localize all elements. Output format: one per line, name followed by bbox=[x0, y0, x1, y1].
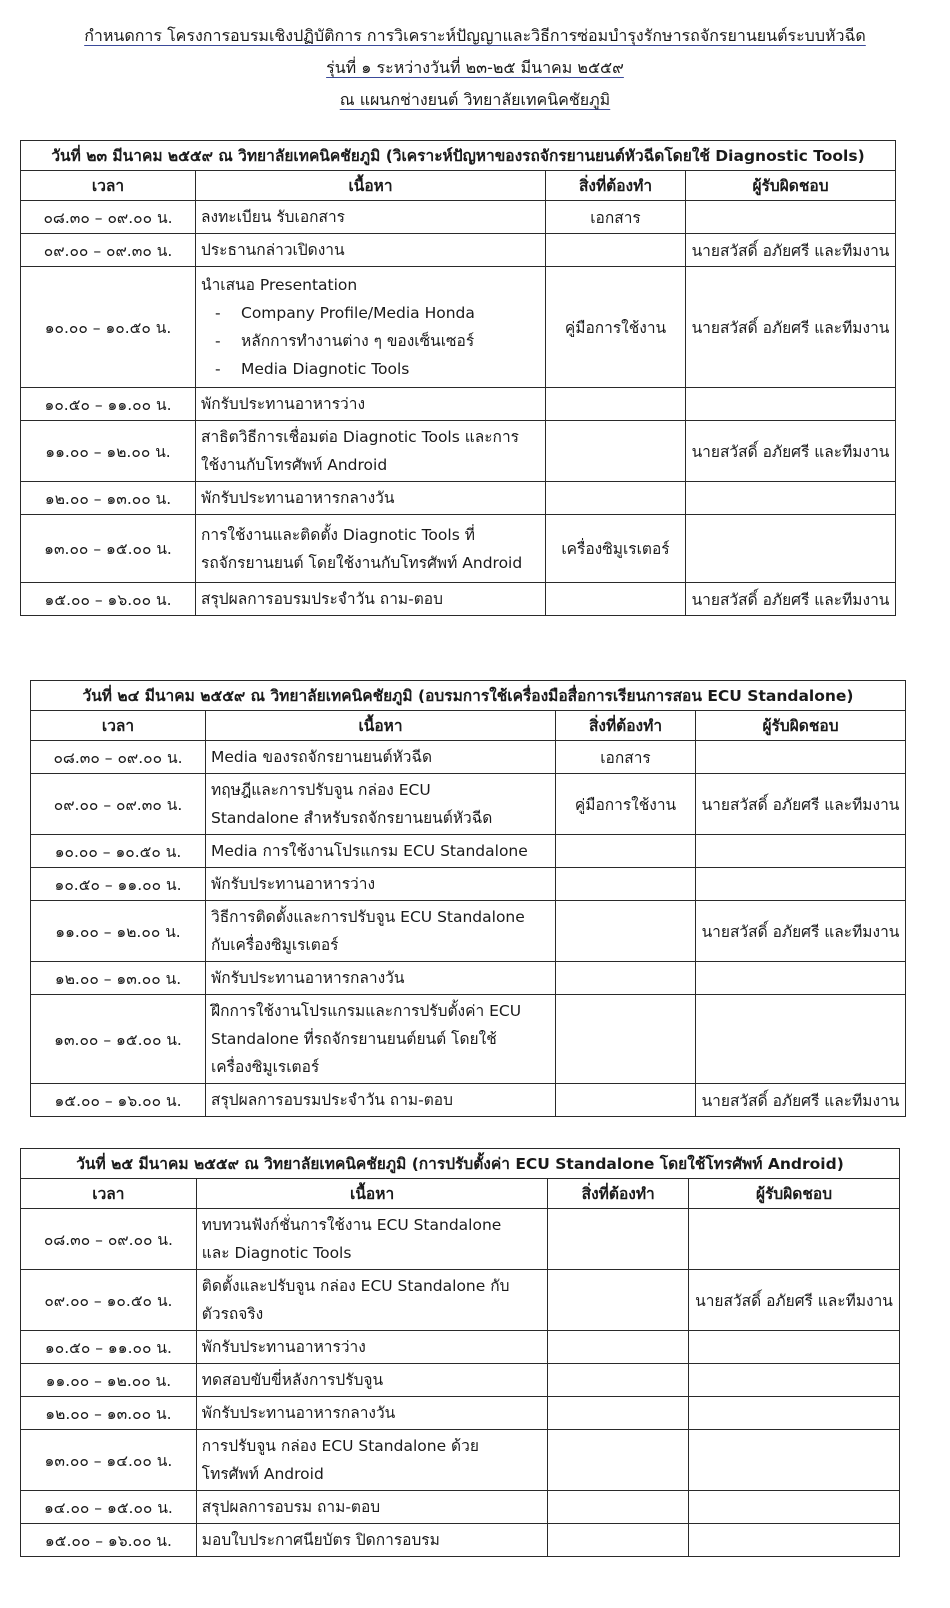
content-line: กับเครื่องซิมูเรเตอร์ bbox=[211, 936, 339, 954]
content-line: ทฤษฎีและการปรับจูน กล่อง ECU bbox=[211, 781, 431, 799]
content-subitem bbox=[201, 355, 540, 383]
time-cell: ๑๕.๐๐ – ๑๖.๐๐ น. bbox=[21, 1524, 197, 1557]
responsible-cell bbox=[696, 835, 906, 868]
content-line: สรุปผลการอบรมประจำวัน ถาม-ตอบ bbox=[201, 590, 443, 608]
content-line: ทดสอบขับขี่หลังการปรับจูน bbox=[201, 1371, 384, 1389]
column-header-content: เนื้อหา bbox=[206, 711, 556, 741]
time-cell: ๑๕.๐๐ – ๑๖.๐๐ น. bbox=[31, 1084, 206, 1117]
responsible-cell: นายสวัสดิ์ อภัยศรี และทีมงาน bbox=[696, 1084, 906, 1117]
content-cell bbox=[196, 583, 546, 616]
content-cell bbox=[196, 267, 546, 388]
schedule-table-day-2 bbox=[30, 680, 906, 1117]
time-cell: ๑๒.๐๐ – ๑๓.๐๐ น. bbox=[31, 962, 206, 995]
content-line: มอบใบประกาศนียบัตร ปิดการอบรม bbox=[201, 1531, 440, 1549]
header-line-3: ณ แผนกช่างยนต์ วิทยาลัยเทคนิคชัยภูมิ bbox=[339, 90, 611, 109]
time-cell: ๑๔.๐๐ – ๑๕.๐๐ น. bbox=[21, 1491, 197, 1524]
content-line: การใช้งานและติดตั้ง Diagnotic Tools ที่ bbox=[201, 525, 475, 544]
content-line: ตัวรถจริง bbox=[201, 1305, 264, 1323]
content-cell bbox=[196, 515, 546, 583]
content-line: ทบทวนฟังก์ชั่นการใช้งาน ECU Standalone bbox=[201, 1216, 502, 1234]
responsible-cell: นายสวัสดิ์ อภัยศรี และทีมงาน bbox=[686, 421, 896, 482]
responsible-cell bbox=[696, 962, 906, 995]
table-row bbox=[31, 741, 906, 774]
content-cell bbox=[196, 482, 546, 515]
content-cell bbox=[196, 1524, 548, 1557]
time-cell: ๐๘.๓๐ – ๐๙.๐๐ น. bbox=[21, 1209, 197, 1270]
subitem-text: Company Profile/Media Honda bbox=[241, 304, 475, 322]
time-cell: ๑๐.๕๐ – ๑๑.๐๐ น. bbox=[31, 868, 206, 901]
todo-cell: เครื่องซิมูเรเตอร์ bbox=[546, 515, 686, 583]
content-cell bbox=[206, 741, 556, 774]
todo-cell bbox=[548, 1524, 689, 1557]
content-line: การปรับจูน กล่อง ECU Standalone ด้วย bbox=[201, 1437, 479, 1455]
schedule-table-day-1 bbox=[20, 140, 896, 616]
time-cell: ๑๑.๐๐ – ๑๒.๐๐ น. bbox=[31, 901, 206, 962]
content-line: พักรับประทานอาหารกลางวัน bbox=[201, 489, 395, 507]
todo-cell bbox=[546, 583, 686, 616]
column-header-time: เวลา bbox=[21, 1179, 197, 1209]
content-cell bbox=[196, 388, 546, 421]
subitem-text: หลักการทำงานต่าง ๆ ของเซ็นเซอร์ bbox=[241, 332, 475, 350]
table-row bbox=[31, 962, 906, 995]
content-subitem bbox=[201, 299, 540, 327]
todo-cell bbox=[546, 234, 686, 267]
content-line: นำเสนอ Presentation bbox=[201, 276, 358, 294]
content-line: พักรับประทานอาหารว่าง bbox=[211, 875, 376, 893]
todo-cell bbox=[548, 1270, 689, 1331]
content-line: สรุปผลการอบรม ถาม-ตอบ bbox=[201, 1498, 381, 1516]
responsible-cell bbox=[696, 995, 906, 1084]
bullet-dash: - bbox=[215, 332, 221, 350]
content-line: Standalone ที่รถจักรยานยนต์ยนต์ โดยใช้ bbox=[211, 1030, 497, 1048]
responsible-cell bbox=[689, 1209, 900, 1270]
table-row bbox=[21, 1209, 900, 1270]
table-row bbox=[21, 583, 896, 616]
column-header-todo: สิ่งที่ต้องทำ bbox=[548, 1179, 689, 1209]
table-row bbox=[31, 868, 906, 901]
content-line: พักรับประทานอาหารว่าง bbox=[201, 1338, 366, 1356]
content-line: พักรับประทานอาหารกลางวัน bbox=[211, 969, 405, 987]
content-line: ลงทะเบียน รับเอกสาร bbox=[201, 208, 345, 226]
content-cell bbox=[206, 835, 556, 868]
content-cell bbox=[196, 1364, 548, 1397]
responsible-cell: นายสวัสดิ์ อภัยศรี และทีมงาน bbox=[686, 234, 896, 267]
responsible-cell: นายสวัสดิ์ อภัยศรี และทีมงาน bbox=[696, 774, 906, 835]
content-cell bbox=[206, 868, 556, 901]
content-cell bbox=[196, 1491, 548, 1524]
responsible-cell: นายสวัสดิ์ อภัยศรี และทีมงาน bbox=[686, 267, 896, 388]
time-cell: ๐๙.๐๐ – ๑๐.๕๐ น. bbox=[21, 1270, 197, 1331]
time-cell: ๐๘.๓๐ – ๐๙.๐๐ น. bbox=[31, 741, 206, 774]
time-cell: ๑๒.๐๐ – ๑๓.๐๐ น. bbox=[21, 1397, 197, 1430]
content-cell bbox=[206, 774, 556, 835]
responsible-cell bbox=[689, 1364, 900, 1397]
content-line: ฝึกการใช้งานโปรแกรมและการปรับตั้งค่า ECU bbox=[211, 1002, 522, 1020]
day-title: วันที่ ๒๕ มีนาคม ๒๕๕๙ ณ วิทยาลัยเทคนิคชัยภูมิ (การปรับตั้งค่า ECU Standalone โดยใช้โทรศัพท์ Android) bbox=[21, 1149, 900, 1179]
content-line: รถจักรยานยนต์ โดยใช้งานกับโทรศัพท์ Android bbox=[201, 553, 523, 572]
content-cell bbox=[206, 1084, 556, 1117]
todo-cell bbox=[556, 1084, 696, 1117]
content-line: วิธีการติดตั้งและการปรับจูน ECU Standalone bbox=[211, 908, 525, 926]
responsible-cell bbox=[686, 201, 896, 234]
time-cell: ๑๑.๐๐ – ๑๒.๐๐ น. bbox=[21, 1364, 197, 1397]
column-header-todo: สิ่งที่ต้องทำ bbox=[556, 711, 696, 741]
time-cell: ๑๕.๐๐ – ๑๖.๐๐ น. bbox=[21, 583, 196, 616]
content-line: เครื่องซิมูเรเตอร์ bbox=[211, 1058, 320, 1076]
todo-cell bbox=[548, 1209, 689, 1270]
table-row bbox=[31, 774, 906, 835]
table-row bbox=[21, 482, 896, 515]
time-cell: ๑๑.๐๐ – ๑๒.๐๐ น. bbox=[21, 421, 196, 482]
table-row bbox=[21, 1397, 900, 1430]
content-line: Media การใช้งานโปรแกรม ECU Standalone bbox=[211, 842, 528, 860]
time-cell: ๑๐.๕๐ – ๑๑.๐๐ น. bbox=[21, 1331, 197, 1364]
bullet-dash: - bbox=[215, 360, 221, 378]
responsible-cell bbox=[686, 515, 896, 583]
content-cell bbox=[206, 962, 556, 995]
todo-cell bbox=[556, 868, 696, 901]
content-line: ใช้งานกับโทรศัพท์ Android bbox=[201, 456, 388, 474]
content-cell bbox=[196, 1331, 548, 1364]
column-header-content: เนื้อหา bbox=[196, 171, 546, 201]
table-row bbox=[31, 995, 906, 1084]
todo-cell: เอกสาร bbox=[556, 741, 696, 774]
table-row bbox=[21, 267, 896, 388]
table-row bbox=[21, 388, 896, 421]
table-row bbox=[31, 835, 906, 868]
time-cell: ๐๙.๐๐ – ๐๙.๓๐ น. bbox=[31, 774, 206, 835]
time-cell: ๐๙.๐๐ – ๐๙.๓๐ น. bbox=[21, 234, 196, 267]
header-line-2: รุ่นที่ ๑ ระหว่างวันที่ ๒๓-๒๕ มีนาคม ๒๕๕๙ bbox=[326, 58, 624, 77]
responsible-cell bbox=[696, 741, 906, 774]
todo-cell: คู่มือการใช้งาน bbox=[546, 267, 686, 388]
content-line: สาธิตวิธีการเชื่อมต่อ Diagnotic Tools และการ bbox=[201, 428, 519, 446]
responsible-cell: นายสวัสดิ์ อภัยศรี และทีมงาน bbox=[689, 1270, 900, 1331]
content-line: โทรศัพท์ Android bbox=[201, 1465, 324, 1483]
table-row bbox=[21, 421, 896, 482]
content-subitem bbox=[201, 327, 540, 355]
subitem-text: Media Diagnotic Tools bbox=[241, 360, 410, 378]
content-cell bbox=[196, 1430, 548, 1491]
todo-cell bbox=[546, 482, 686, 515]
content-cell bbox=[206, 901, 556, 962]
table-row bbox=[21, 515, 896, 583]
column-header-time: เวลา bbox=[31, 711, 206, 741]
todo-cell bbox=[556, 901, 696, 962]
responsible-cell bbox=[689, 1397, 900, 1430]
content-cell bbox=[196, 1270, 548, 1331]
responsible-cell bbox=[696, 868, 906, 901]
responsible-cell: นายสวัสดิ์ อภัยศรี และทีมงาน bbox=[686, 583, 896, 616]
time-cell: ๑๓.๐๐ – ๑๔.๐๐ น. bbox=[21, 1430, 197, 1491]
table-row bbox=[31, 901, 906, 962]
day-title: วันที่ ๒๔ มีนาคม ๒๕๕๙ ณ วิทยาลัยเทคนิคชัยภูมิ (อบรมการใช้เครื่องมือสื่อการเรียนการสอน ECU Standalone) bbox=[31, 681, 906, 711]
time-cell: ๑๐.๐๐ – ๑๐.๕๐ น. bbox=[31, 835, 206, 868]
table-row bbox=[21, 1364, 900, 1397]
content-line: และ Diagnotic Tools bbox=[201, 1244, 352, 1262]
time-cell: ๑๓.๐๐ – ๑๕.๐๐ น. bbox=[31, 995, 206, 1084]
time-cell: ๐๘.๓๐ – ๐๙.๐๐ น. bbox=[21, 201, 196, 234]
content-line: พักรับประทานอาหารกลางวัน bbox=[201, 1404, 396, 1422]
time-cell: ๑๓.๐๐ – ๑๕.๐๐ น. bbox=[21, 515, 196, 583]
todo-cell bbox=[556, 962, 696, 995]
todo-cell bbox=[548, 1331, 689, 1364]
column-header-responsible: ผู้รับผิดชอบ bbox=[686, 171, 896, 201]
responsible-cell: นายสวัสดิ์ อภัยศรี และทีมงาน bbox=[696, 901, 906, 962]
content-line: Standalone สำหรับรถจักรยานยนต์หัวฉีด bbox=[211, 809, 493, 827]
column-header-time: เวลา bbox=[21, 171, 196, 201]
table-row bbox=[21, 1491, 900, 1524]
todo-cell bbox=[546, 388, 686, 421]
time-cell: ๑๐.๐๐ – ๑๐.๕๐ น. bbox=[21, 267, 196, 388]
todo-cell bbox=[548, 1491, 689, 1524]
responsible-cell bbox=[686, 482, 896, 515]
responsible-cell bbox=[689, 1524, 900, 1557]
header-line-1: กำหนดการ โครงการอบรมเชิงปฏิบัติการ การวิเคราะห์ปัญญาและวิธีการซ่อมบำรุงรักษารถจักรยานยนต์ระบบหัวฉีด bbox=[84, 26, 866, 45]
day-title: วันที่ ๒๓ มีนาคม ๒๕๕๙ ณ วิทยาลัยเทคนิคชัยภูมิ (วิเคราะห์ปัญหาของรถจักรยานยนต์หัวฉีดโดยใช้ Diagnostic Tools) bbox=[21, 141, 896, 171]
responsible-cell bbox=[689, 1491, 900, 1524]
responsible-cell bbox=[689, 1430, 900, 1491]
table-row bbox=[21, 1331, 900, 1364]
todo-cell: เอกสาร bbox=[546, 201, 686, 234]
content-line: พักรับประทานอาหารว่าง bbox=[201, 395, 366, 413]
bullet-dash: - bbox=[215, 304, 221, 322]
time-cell: ๑๐.๕๐ – ๑๑.๐๐ น. bbox=[21, 388, 196, 421]
table-row bbox=[31, 1084, 906, 1117]
table-row bbox=[21, 1524, 900, 1557]
column-header-responsible: ผู้รับผิดชอบ bbox=[696, 711, 906, 741]
table-row bbox=[21, 1430, 900, 1491]
todo-cell bbox=[548, 1364, 689, 1397]
table-row bbox=[21, 234, 896, 267]
responsible-cell bbox=[686, 388, 896, 421]
todo-cell bbox=[548, 1430, 689, 1491]
column-header-responsible: ผู้รับผิดชอบ bbox=[689, 1179, 900, 1209]
table-row bbox=[21, 201, 896, 234]
content-line: ประธานกล่าวเปิดงาน bbox=[201, 241, 345, 259]
todo-cell bbox=[556, 835, 696, 868]
content-cell bbox=[196, 1397, 548, 1430]
content-line: ติดตั้งและปรับจูน กล่อง ECU Standalone กับ bbox=[201, 1277, 510, 1295]
schedule-table-day-3 bbox=[20, 1148, 900, 1557]
todo-cell bbox=[548, 1397, 689, 1430]
time-cell: ๑๒.๐๐ – ๑๓.๐๐ น. bbox=[21, 482, 196, 515]
todo-cell: คู่มือการใช้งาน bbox=[556, 774, 696, 835]
content-cell bbox=[196, 421, 546, 482]
column-header-todo: สิ่งที่ต้องทำ bbox=[546, 171, 686, 201]
column-header-content: เนื้อหา bbox=[196, 1179, 548, 1209]
todo-cell bbox=[546, 421, 686, 482]
responsible-cell bbox=[689, 1331, 900, 1364]
content-line: Media ของรถจักรยานยนต์หัวฉีด bbox=[211, 748, 433, 766]
content-cell bbox=[196, 1209, 548, 1270]
table-row bbox=[21, 1270, 900, 1331]
content-cell bbox=[196, 234, 546, 267]
content-cell bbox=[196, 201, 546, 234]
todo-cell bbox=[556, 995, 696, 1084]
content-cell bbox=[206, 995, 556, 1084]
content-line: สรุปผลการอบรมประจำวัน ถาม-ตอบ bbox=[211, 1091, 453, 1109]
